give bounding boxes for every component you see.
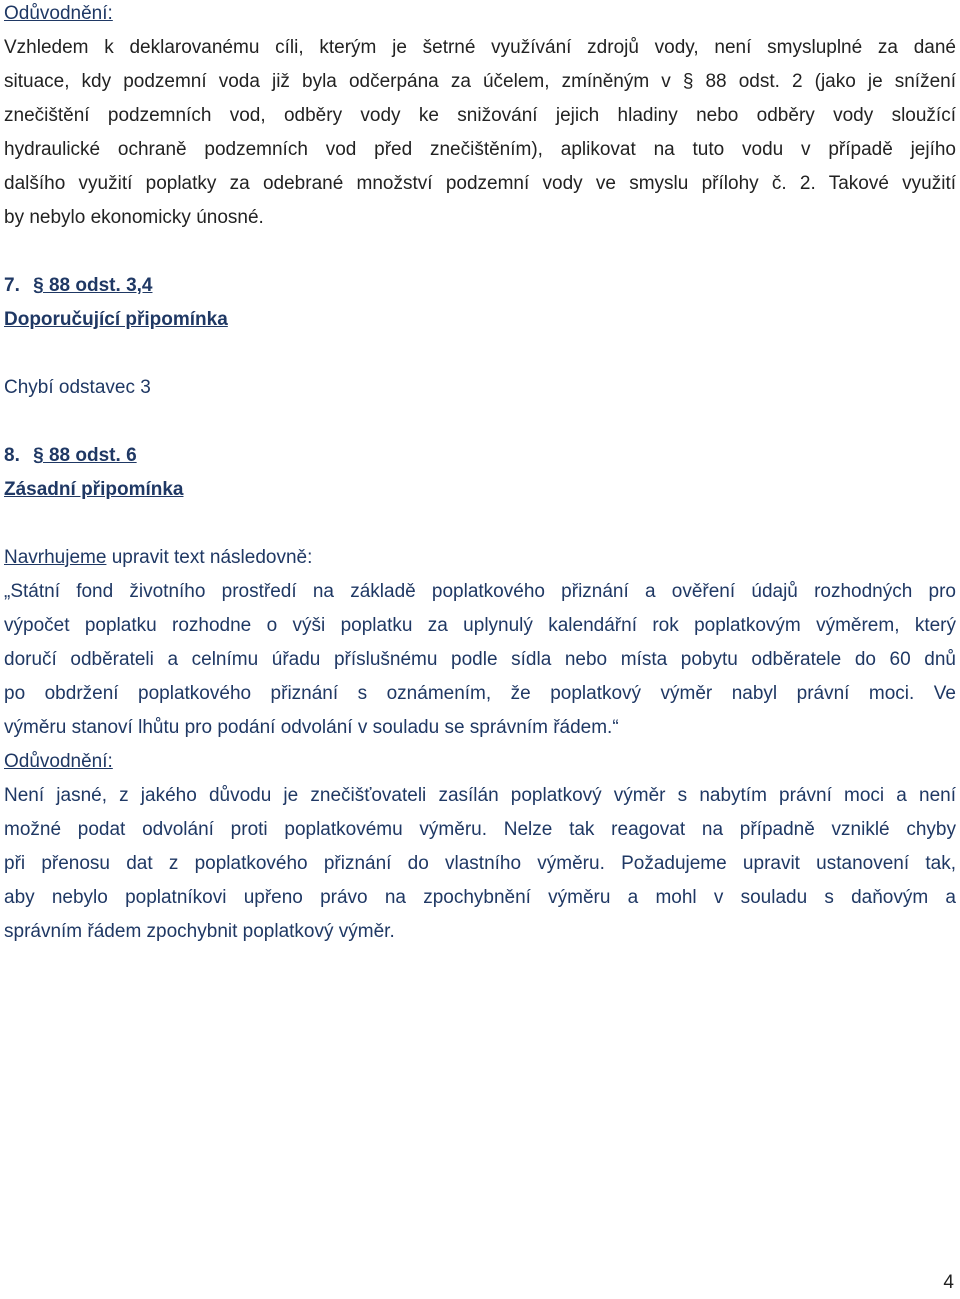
spacer xyxy=(4,337,956,371)
quote-line: výpočet poplatku rozhodne o výši poplatku za uplynulý kalendářní rok poplatkovým výměrem, který xyxy=(4,615,956,636)
item-7-section: § 88 odst. 3,4 xyxy=(33,275,153,296)
item-8-quote xyxy=(4,575,956,745)
item-8-reason xyxy=(4,779,956,949)
text-line: znečištění podzemních vod, odběry vody ke snižování jejich hladiny nebo odběry vody sloužící xyxy=(4,105,956,126)
quote-line: „Státní fond životního prostředí na základě poplatkového přiznání a ověření údajů rozhodných pro xyxy=(4,581,956,602)
text-line: by nebylo ekonomicky únosné. xyxy=(4,207,264,228)
reason-heading-2: Odůvodnění: xyxy=(4,751,113,772)
spacer xyxy=(4,507,956,541)
proposal-lead: Navrhujeme xyxy=(4,547,107,568)
item-7-type: Doporučující připomínka xyxy=(4,309,228,330)
text-line: hydraulické ochraně podzemních vod před znečištěním), aplikovat na tuto vodu v případě jejího xyxy=(4,139,956,160)
item-8-header xyxy=(4,439,956,473)
proposal-rest: upravit text následovně: xyxy=(106,547,313,568)
quote-line: výměru stanoví lhůtu pro podání odvolání v souladu se správním řádem.“ xyxy=(4,717,619,738)
spacer xyxy=(4,405,956,439)
text-line: dalšího využití poplatky za odebrané množství podzemní vody ve smyslu přílohy č. 2. Takové využití xyxy=(4,173,956,194)
quote-line: po obdržení poplatkového přiznání s oznámením, že poplatkový výměr nabyl právní moci. Ve xyxy=(4,683,956,704)
item-7-header xyxy=(4,269,956,303)
item-8-type: Zásadní připomínka xyxy=(4,479,184,500)
reason-line: možné podat odvolání proti poplatkovému výměru. Nelze tak reagovat na případně vzniklé chyby xyxy=(4,819,956,840)
text-line: situace, kdy podzemní voda již byla odčerpána za účelem, zmíněným v § 88 odst. 2 (jako je snížení xyxy=(4,71,956,92)
page-number: 4 xyxy=(943,1272,954,1293)
item-8-number: 8. xyxy=(4,445,20,466)
item-7-number: 7. xyxy=(4,275,20,296)
item-8-proposal xyxy=(4,541,956,575)
reason-line: aby nebylo poplatníkovi upřeno právo na zpochybnění výměru a mohl v souladu s daňovým a xyxy=(4,887,956,908)
reason-line: Není jasné, z jakého důvodu je znečišťovateli zasílán poplatkový výměr s nabytím právní moci a není xyxy=(4,785,956,806)
quote-line: doručí odběrateli a celnímu úřadu příslušnému podle sídla nebo místa pobytu odběratele do 60 dnů xyxy=(4,649,956,670)
reason-text-1 xyxy=(4,31,956,235)
reason-heading-1: Odůvodnění: xyxy=(4,3,113,24)
reason-line: při přenosu dat z poplatkového přiznání do vlastního výměru. Požadujeme upravit ustanovení tak, xyxy=(4,853,956,874)
text-line: Vzhledem k deklarovanému cíli, kterým je šetrné využívání zdrojů vody, není smysluplné za dané xyxy=(4,37,956,58)
item-7-text: Chybí odstavec 3 xyxy=(4,377,151,398)
item-8-section: § 88 odst. 6 xyxy=(33,445,137,466)
reason-line: správním řádem zpochybnit poplatkový výměr. xyxy=(4,921,395,942)
spacer xyxy=(4,235,956,269)
document-page xyxy=(4,0,956,949)
